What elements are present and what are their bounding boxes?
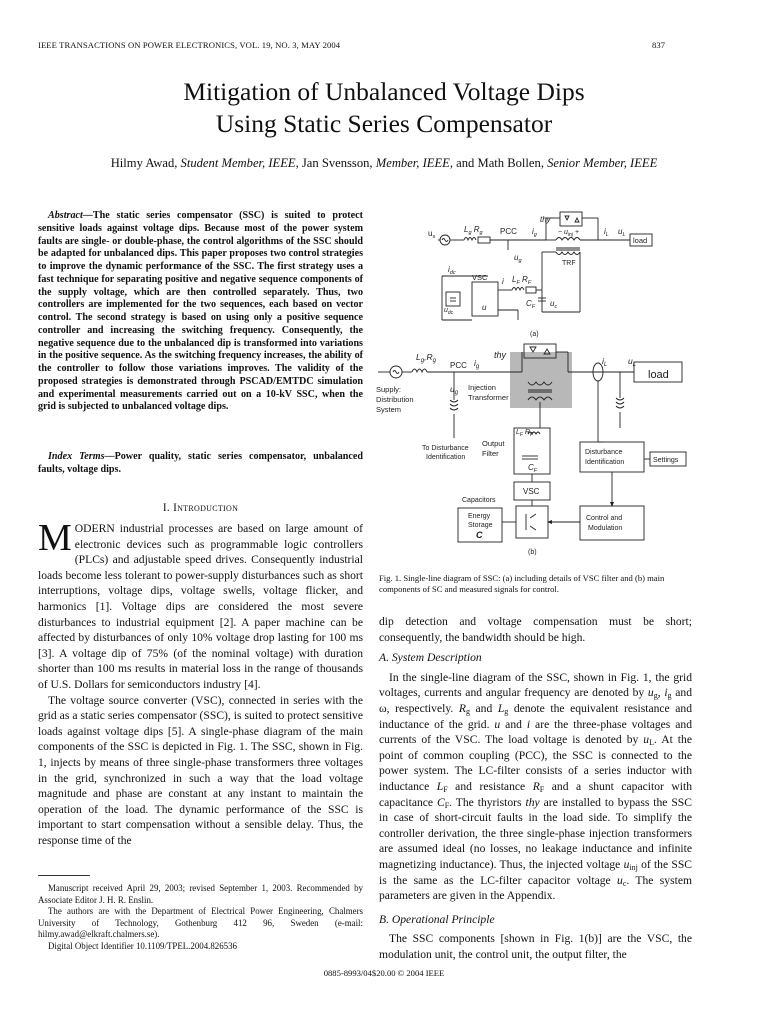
svg-text:Storage: Storage	[468, 522, 493, 529]
fig-b-vsc-label: VSC	[523, 487, 540, 496]
svg-text:iL: $i_L$	[602, 356, 608, 368]
system-description-paragraph: In the single-line diagram of the SSC, shown in Fig. 1, the grid voltages, currents and angular frequency are denoted by $u_g$, $i_g$ and ω, respectively. $R_g$ and $L_g$ denote the equivalent resistance and inductance of the grid. u and i are the three-phase voltages and currents of the VSC. The load voltage is denoted by $u_L$. At the point of common coupling (PCC), the SSC is connected to the power system. The LC-filter consists of a series inductor with inductance $L_F$ and resistance $R_F$ and a shunt capacitor with capacitance $C_F$. The thyristors thy are installed to bypass the SSC in case of short-circuit faults in the load side. To simplify the controller derivation, the three single-phase injection transformers are assumed ideal (no losses, no leakage inductance and infinite magnetizing inductance). Thus, the injected voltage $u_{inj}$ of the SSC is the same as the LC-filter capacitor voltage $u_c$. The system parameters are given in the Appendix.	[379, 670, 693, 903]
svg-text:ug: $u_g$	[514, 253, 522, 264]
paper-title	[0, 76, 768, 140]
svg-text:Modulation: Modulation	[588, 525, 623, 532]
fig-a-pcc-label: PCC	[500, 227, 517, 236]
fig-b-settings-label: Settings	[653, 457, 679, 464]
fig-b-load-label: load	[648, 369, 669, 381]
index-terms-text: —Power quality, static series compensator, unbalanced faults, voltage dips.	[38, 451, 363, 475]
svg-text:udc: $u_{dc}$	[444, 307, 454, 316]
intro-paragraph-2: The voltage source converter (VSC), connected in series with the grid as a static series compensator (SSC), is suited to protect sensitive loads against voltage dips [5]. A single-phase diagram of the main components of the SSC is depicted in Fig. 1. The SSC, shown in Fig. 1, injects by means of three single-phase transformers three voltages in the grid, synchronized in such a way that the load voltage magnitude and phase are constant at any instant to maintain the operation of the load. The dynamic performance of the SSC is important to start compensation without a sensible delay. Thus, the response time of the	[38, 693, 363, 847]
fig-b-pcc-label: PCC	[450, 361, 467, 370]
fig-b-to-disturbance-label: To Disturbance	[422, 445, 469, 452]
author-1-role: Student Member, IEEE	[180, 156, 296, 170]
svg-text:i: i	[502, 277, 504, 286]
index-terms	[38, 451, 363, 477]
fig-b-capacitors-label: Capacitors	[462, 497, 496, 504]
author-2: , Jan Svensson,	[295, 156, 376, 170]
footnote-doi: Digital Object Identifier 10.1109/TPEL.2004.826536	[48, 940, 237, 951]
svg-text:ig: $i_g$	[474, 358, 480, 370]
fig-b-output-filter-label: Output	[482, 439, 505, 448]
fig-b-sublabel: (b)	[528, 549, 537, 556]
author-1: Hilmy Awad,	[110, 156, 181, 170]
svg-text:Distribution: Distribution	[376, 395, 414, 404]
svg-text:iL: $i_L$	[604, 227, 609, 238]
svg-text:Lg,Rg: $L_g,R_g$	[416, 352, 436, 364]
fig-a-trf-label: TRF	[562, 260, 576, 267]
subsection-a-heading: A. System Description	[379, 651, 482, 665]
svg-text:LF RF: $L_F$ $R_F$	[516, 429, 534, 438]
svg-text:System: System	[376, 405, 402, 414]
fig-a-load-label: load	[633, 236, 648, 245]
section-heading: I. Introduction	[162, 502, 239, 514]
svg-text:uL: $u_L$	[618, 227, 626, 238]
svg-text:C: C	[476, 530, 483, 540]
drop-cap: M	[38, 517, 72, 559]
svg-text:Filter: Filter	[482, 449, 499, 458]
operational-principle-paragraph: The SSC components [shown in Fig. 1(b)] are the VSC, the modulation unit, the control unit, the output filter, the	[379, 932, 692, 961]
svg-text:ig: $i_g$	[532, 227, 537, 238]
fig-a-vsc-label: VSC	[472, 273, 488, 282]
fig-b-energy-storage-label: Energy	[468, 513, 491, 520]
abstract-text: The static series compensator (SSC) is suited to protect sensitive loads against voltage dips. Because most of the power system faults are single- or double-phase, the control algorithms of the SSC should be adapted for unbalanced dips. This paper proposes two control strategies to improve the dynamic performance of the SSC. The first strategy uses a fast technique for separating positive and negative sequence components of the supply voltage, which are then controlled separately. Thus, two controllers are implemented for the two sequences, each based on vector control. The second strategy is based on using only a positive sequence controller and increasing the switching frequency. Consequently, the negative sequence due to the unbalanced dip is transformed into variations in the positive sequence. As the switching frequency increases, the ability of the controller to follow those variations improves. The validity of the proposed strategies is demonstrated through PSCAD/EMTDC simulation and experimental measurements carried out on a 10-kV SSC, when the grid is subjected to unbalanced voltage dips.	[38, 210, 363, 413]
svg-text:u: u	[482, 303, 487, 312]
figure-1a-circuit	[428, 210, 690, 338]
figure-1b-block-diagram	[372, 342, 692, 556]
fig-b-disturbance-id-label: Disturbance	[585, 449, 623, 456]
svg-text:− uinj +: − $u_{inj}$ +	[558, 229, 579, 238]
svg-text:idc: $i_{dc}$	[448, 265, 456, 276]
author-3-role: Senior Member, IEEE	[547, 156, 658, 170]
footnote-affiliation: The authors are with the Department of Electrical Power Engineering, Chalmers University of Technology, Gothenburg 412 96, Sweden (e-mail: hilmy.awad@elkraft.chalmers.se).	[38, 906, 363, 939]
svg-text:Lg Rg: $L_g$ $R_g$	[464, 225, 483, 236]
svg-text:us: $u_s$	[428, 229, 436, 240]
subsection-b-heading: B. Operational Principle	[379, 912, 495, 926]
svg-text:uL: $u_L$	[628, 356, 637, 368]
right-column-text	[379, 614, 692, 962]
svg-text:Transformer: Transformer	[468, 393, 509, 402]
fig-b-thy-label: thy	[494, 350, 507, 360]
fig-b-injection-label: Injection	[468, 383, 496, 392]
author-line	[0, 156, 768, 171]
author-3: , and Math Bollen,	[449, 156, 548, 170]
fig-b-control-label: Control and	[586, 515, 623, 522]
svg-text:Identification: Identification	[426, 454, 466, 461]
abstract	[38, 210, 363, 414]
author-2-role: Member, IEEE	[375, 156, 450, 170]
svg-text:CF: $C_F$	[528, 463, 538, 474]
title-line-1: Mitigation of Unbalanced Voltage Dips	[183, 77, 585, 106]
fig-a-thy-label: thy	[540, 215, 551, 224]
footnote-rule	[38, 875, 90, 876]
index-terms-label: Index Terms	[48, 451, 105, 462]
fig-a-sublabel: (a)	[530, 331, 539, 338]
fig-b-supply-label: Supply:	[376, 385, 402, 394]
svg-text:ug: $u_g$	[450, 384, 459, 396]
intro-text	[38, 517, 363, 848]
page-number: 837	[652, 40, 666, 50]
abstract-label: Abstract—	[48, 210, 93, 221]
title-line-2: Using Static Series Compensator	[215, 109, 553, 138]
svg-text:CF: $C_F$	[526, 299, 536, 310]
footnotes	[38, 883, 363, 952]
right-paragraph-0: dip detection and voltage compensation must be short; consequently, the bandwidth should be high.	[379, 615, 692, 644]
running-header: IEEE TRANSACTIONS ON POWER ELECTRONICS, VOL. 19, NO. 3, MAY 2004	[38, 40, 341, 50]
footnote-manuscript: Manuscript received April 29, 2003; revised September 1, 2003. Recommended by Associate Editor J. H. R. Enslin.	[38, 883, 363, 905]
svg-text:LF RF: $L_F$ $R_F$	[512, 275, 532, 286]
svg-text:Identification: Identification	[585, 459, 625, 466]
intro-paragraph-1: MODERN industrial processes are based on large amount of electronic devices such as programmable logic controllers (PLCs) and adjustable speed drives. Consequently industrial loads become less tolerant to power-supply disturbances such as short interruptions, voltage dips, voltage swells, voltage flicker, and harmonics [1]. Voltage dips are considered the most severe disturbances to industrial equipment [2]. A paper machine can be affected by disturbances of only 10% voltage drop lasting for 100 ms [3]. A voltage dip of 75% (of the nominal voltage) with duration shorter than 100 ms results in material loss in the range of thousands of U.S. Dollars for semiconductors industry [4].	[38, 517, 363, 691]
fig-b-shaded-region	[510, 352, 572, 408]
copyright-footer: 0885-8993/04$20.00 © 2004 IEEE	[323, 968, 445, 978]
svg-text:uc: $u_c$	[550, 299, 558, 310]
figure-caption: Fig. 1. Single-line diagram of SSC: (a) including details of VSC filter and (b) main components of SC and measured signals for control.	[379, 573, 665, 594]
